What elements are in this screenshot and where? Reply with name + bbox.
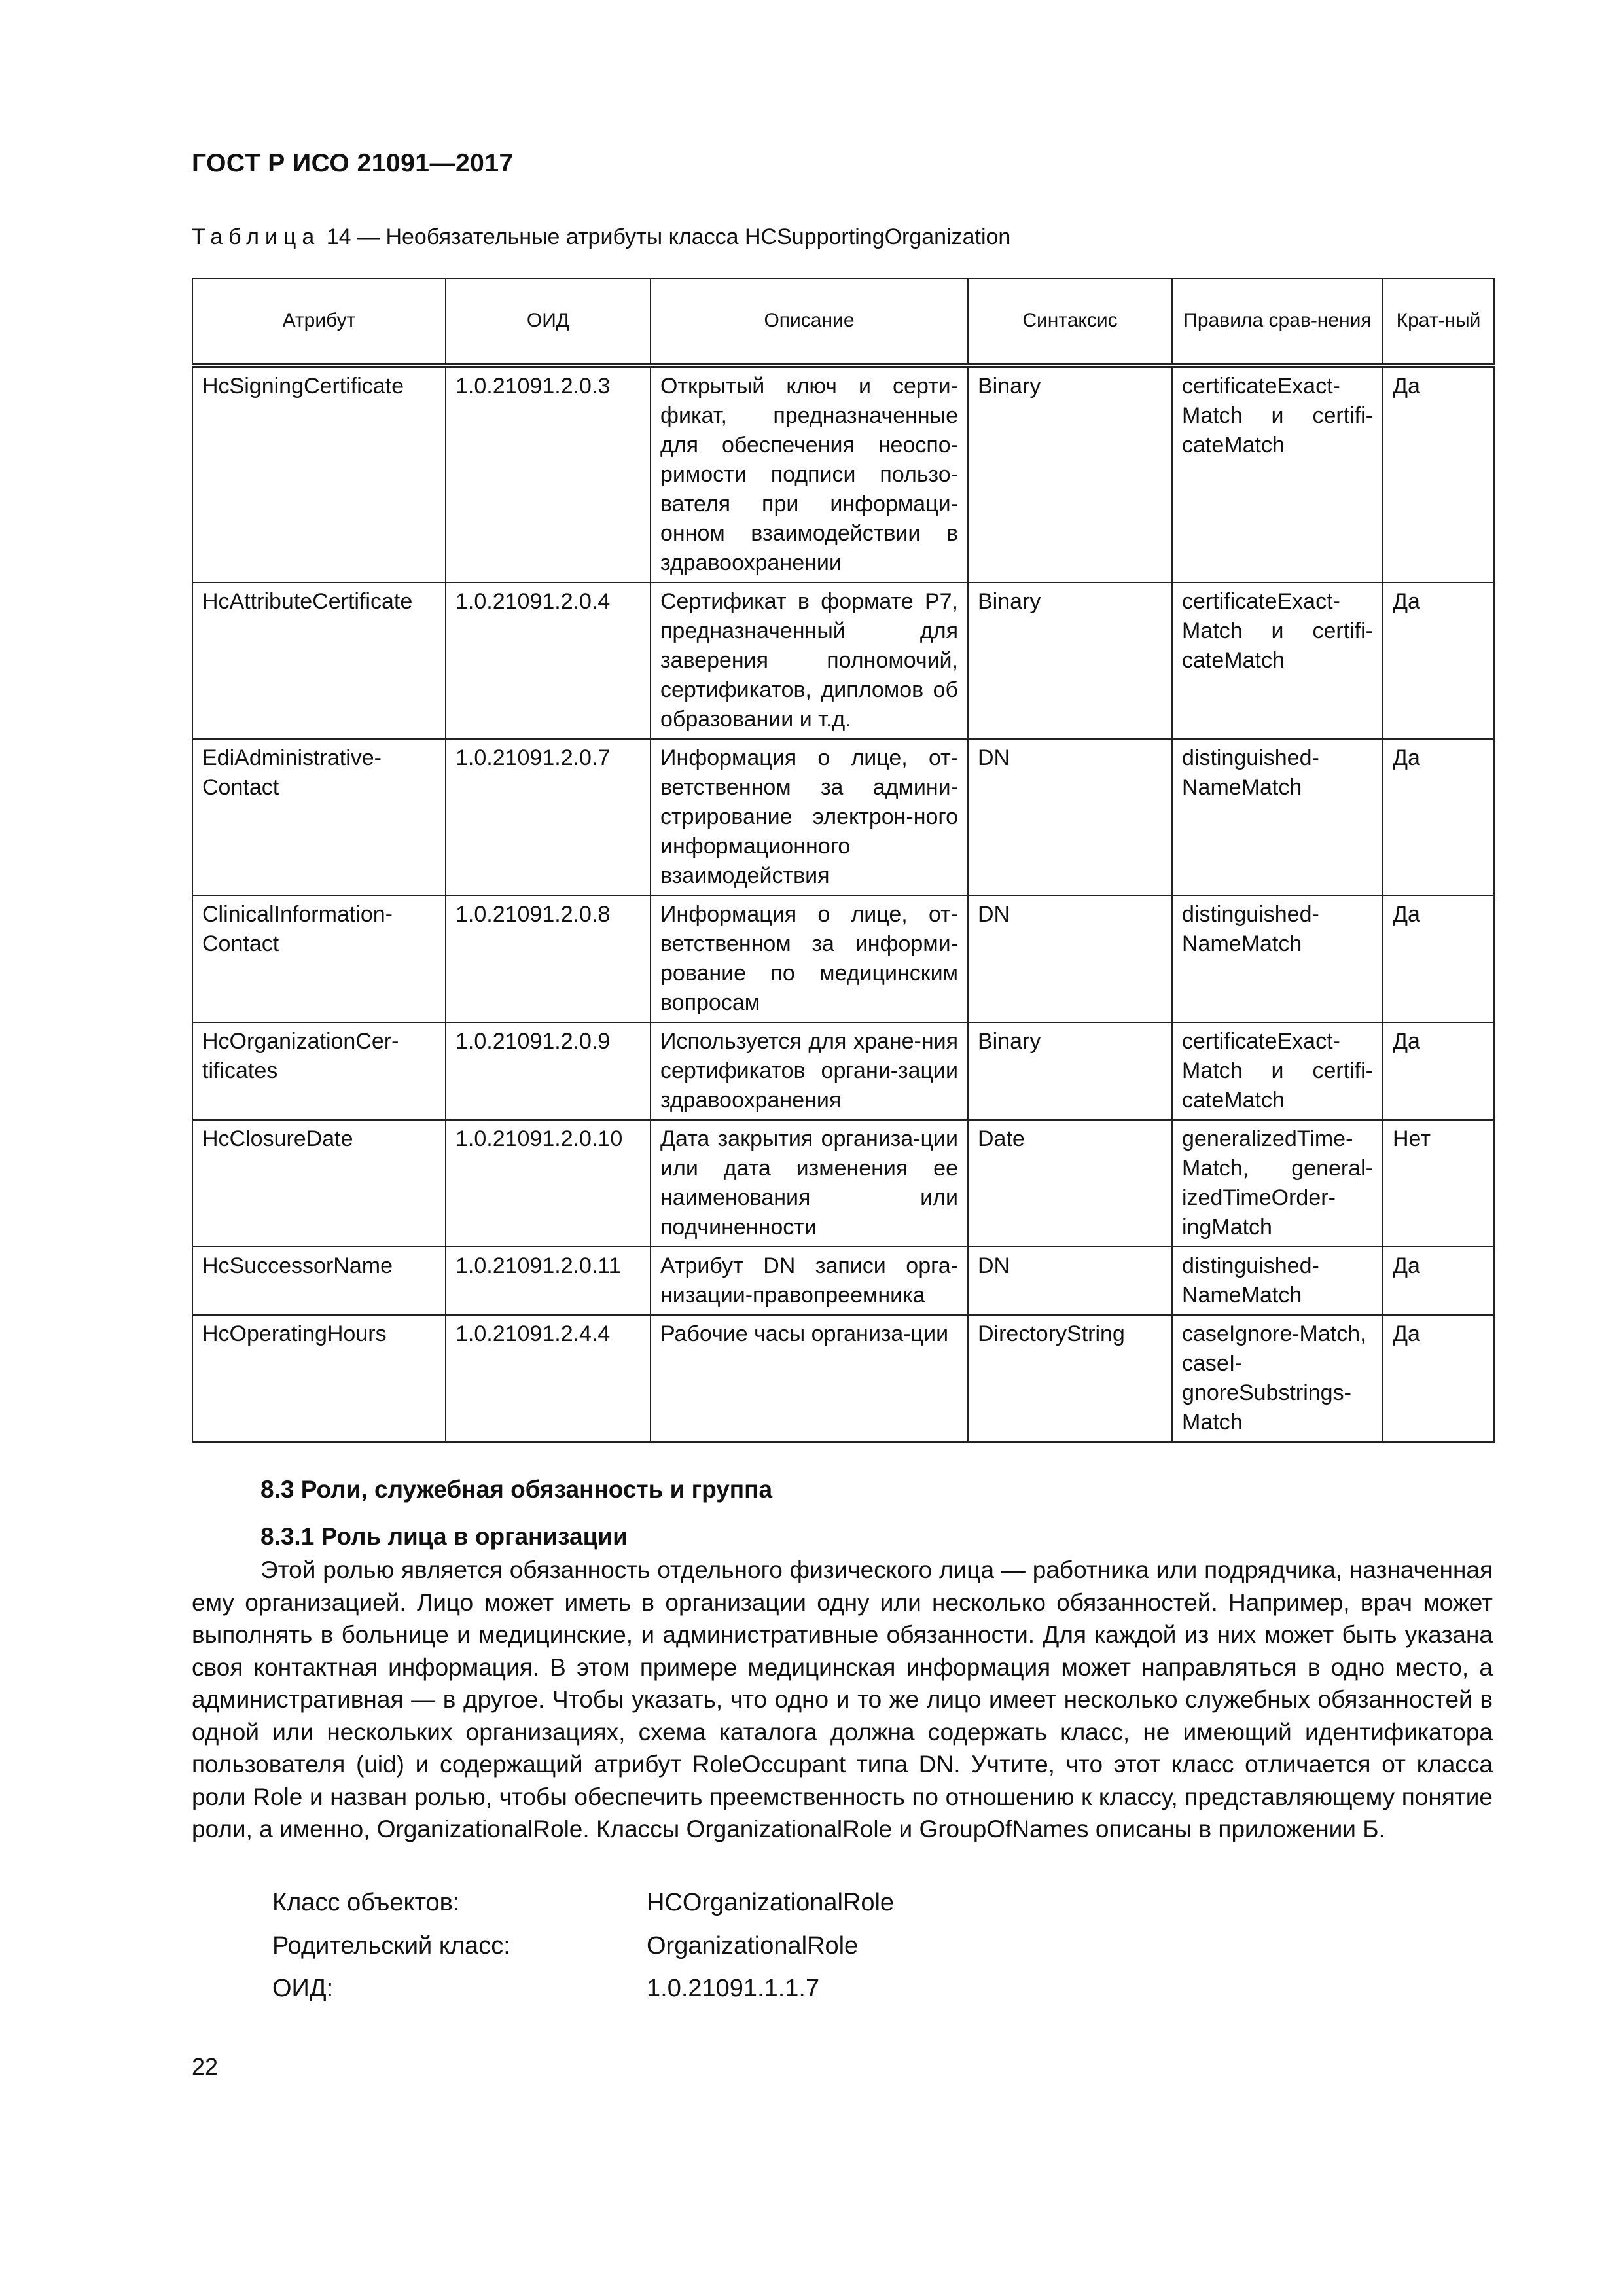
cell-oid: 1.0.21091.2.0.10 xyxy=(446,1120,651,1247)
table-row xyxy=(192,1247,1494,1315)
column-header-matching-rules: Правила срав-нения xyxy=(1172,278,1383,365)
cell-matching: distinguished-NameMatch xyxy=(1172,895,1383,1022)
cell-attribute: HcClosureDate xyxy=(192,1120,446,1247)
table-row xyxy=(192,583,1494,739)
table-caption xyxy=(192,224,1010,250)
cell-multivalued: Да xyxy=(1383,583,1494,739)
cell-syntax: DN xyxy=(968,1247,1172,1315)
cell-oid: 1.0.21091.2.0.9 xyxy=(446,1022,651,1120)
cell-description: Дата закрытия организа-ции или дата изменения ее наименования или подчиненности xyxy=(651,1120,968,1247)
cell-matching: distinguished-NameMatch xyxy=(1172,739,1383,895)
cell-syntax: Binary xyxy=(968,1022,1172,1120)
cell-multivalued: Да xyxy=(1383,1247,1494,1315)
cell-multivalued: Да xyxy=(1383,1315,1494,1442)
cell-syntax: DN xyxy=(968,895,1172,1022)
table-header-row xyxy=(192,278,1494,365)
table-row xyxy=(192,895,1494,1022)
definition-value: OrganizationalRole xyxy=(647,1932,859,1960)
cell-matching: certificateExact-Match и certifi-cateMatch xyxy=(1172,583,1383,739)
cell-attribute: HcAttributeCertificate xyxy=(192,583,446,739)
section-heading-8-3: 8.3 Роли, служебная обязанность и группа xyxy=(260,1476,773,1503)
cell-attribute: EdiAdministrative-Contact xyxy=(192,739,446,895)
column-header-multivalued: Крат-ный xyxy=(1383,278,1494,365)
page-number: 22 xyxy=(192,2053,219,2080)
table-row xyxy=(192,365,1494,583)
cell-attribute: HcOrganizationCer-tificates xyxy=(192,1022,446,1120)
cell-syntax: DN xyxy=(968,739,1172,895)
cell-syntax: Binary xyxy=(968,583,1172,739)
paragraph-text: Этой ролью является обязанность отдельного физического лица — работника или подрядчика, назначенная ему организацией. Лицо может иметь в организации одну или несколько обязанностей. Например, врач может выполнять в больнице и медицинские, и административные обязанности. Для каждой из них может быть указана своя контактная информация. В этом примере медицинская информация может направляться в одно место, а административная — в другое. Чтобы указать, что одно и то же лицо имеет несколько служебных обязанностей в одной или нескольких организациях, схема каталога должна содержать класс, не имеющий идентификатора пользователя (uid) и содержащий атрибут RoleOccupant типа DN. Учтите, что этот класс отличается от класса роли Role и назван ролью, чтобы обеспечить преемственность по отношению к классу, представляющему понятие роли, а именно, OrganizationalRole. Классы OrganizationalRole и GroupOfNames описаны в приложении Б. xyxy=(192,1556,1493,1842)
document-header: ГОСТ Р ИСО 21091—2017 xyxy=(192,149,514,177)
cell-matching: certificateExact-Match и certifi-cateMatch xyxy=(1172,365,1383,583)
cell-matching: certificateExact-Match и certifi-cateMatch xyxy=(1172,1022,1383,1120)
column-header-description: Описание xyxy=(651,278,968,365)
cell-syntax: DirectoryString xyxy=(968,1315,1172,1442)
body-paragraph xyxy=(192,1554,1493,1846)
cell-description: Информация о лице, от-ветственном за информи-рование по медицинским вопросам xyxy=(651,895,968,1022)
cell-description: Используется для хране-ния сертификатов органи-зации здравоохранения xyxy=(651,1022,968,1120)
cell-attribute: ClinicalInformation-Contact xyxy=(192,895,446,1022)
column-header-syntax: Синтаксис xyxy=(968,278,1172,365)
cell-oid: 1.0.21091.2.0.11 xyxy=(446,1247,651,1315)
cell-attribute: HcSigningCertificate xyxy=(192,365,446,583)
column-header-oid: ОИД xyxy=(446,278,651,365)
cell-multivalued: Да xyxy=(1383,1022,1494,1120)
cell-description: Сертификат в формате P7, предназначенный для заверения полномочий, сертификатов, дипломов об образовании и т.д. xyxy=(651,583,968,739)
cell-multivalued: Да xyxy=(1383,739,1494,895)
table-row xyxy=(192,1120,1494,1247)
attributes-table xyxy=(192,278,1495,1443)
cell-oid: 1.0.21091.2.0.7 xyxy=(446,739,651,895)
cell-oid: 1.0.21091.2.0.4 xyxy=(446,583,651,739)
cell-description: Открытый ключ и серти-фикат, предназначенные для обеспечения неоспо-римости подписи пользо-вателя при информаци-онном взаимодействии в здравоохранении xyxy=(651,365,968,583)
column-header-attribute: Атрибут xyxy=(192,278,446,365)
definition-label: Родительский класс: xyxy=(272,1932,510,1960)
cell-attribute: HcSuccessorName xyxy=(192,1247,446,1315)
cell-oid: 1.0.21091.2.0.3 xyxy=(446,365,651,583)
cell-description: Информация о лице, от-ветственном за админи-стрирование электрон-ного информационного взаимодействия xyxy=(651,739,968,895)
cell-multivalued: Нет xyxy=(1383,1120,1494,1247)
cell-syntax: Binary xyxy=(968,365,1172,583)
cell-description: Рабочие часы организа-ции xyxy=(651,1315,968,1442)
cell-matching: caseIgnore-Match, caseI-gnoreSubstrings-Match xyxy=(1172,1315,1383,1442)
table-row xyxy=(192,1315,1494,1442)
definition-value: 1.0.21091.1.1.7 xyxy=(647,1975,820,2002)
cell-multivalued: Да xyxy=(1383,895,1494,1022)
section-heading-8-3-1: 8.3.1 Роль лица в организации xyxy=(260,1523,628,1550)
table-row xyxy=(192,739,1494,895)
table-caption-prefix: Таблица xyxy=(192,224,321,249)
table-row xyxy=(192,1022,1494,1120)
cell-oid: 1.0.21091.2.4.4 xyxy=(446,1315,651,1442)
table-caption-text: 14 — Необязательные атрибуты класса HCSupportingOrganization xyxy=(320,224,1011,249)
cell-matching: generalizedTime-Match, general-izedTimeOrder-ingMatch xyxy=(1172,1120,1383,1247)
cell-matching: distinguished-NameMatch xyxy=(1172,1247,1383,1315)
cell-attribute: HcOperatingHours xyxy=(192,1315,446,1442)
cell-oid: 1.0.21091.2.0.8 xyxy=(446,895,651,1022)
cell-description: Атрибут DN записи орга-низации-правопреемника xyxy=(651,1247,968,1315)
cell-multivalued: Да xyxy=(1383,365,1494,583)
definition-label: ОИД: xyxy=(272,1975,334,2002)
definition-value: HCOrganizationalRole xyxy=(647,1889,895,1916)
definition-label: Класс объектов: xyxy=(272,1889,460,1916)
cell-syntax: Date xyxy=(968,1120,1172,1247)
